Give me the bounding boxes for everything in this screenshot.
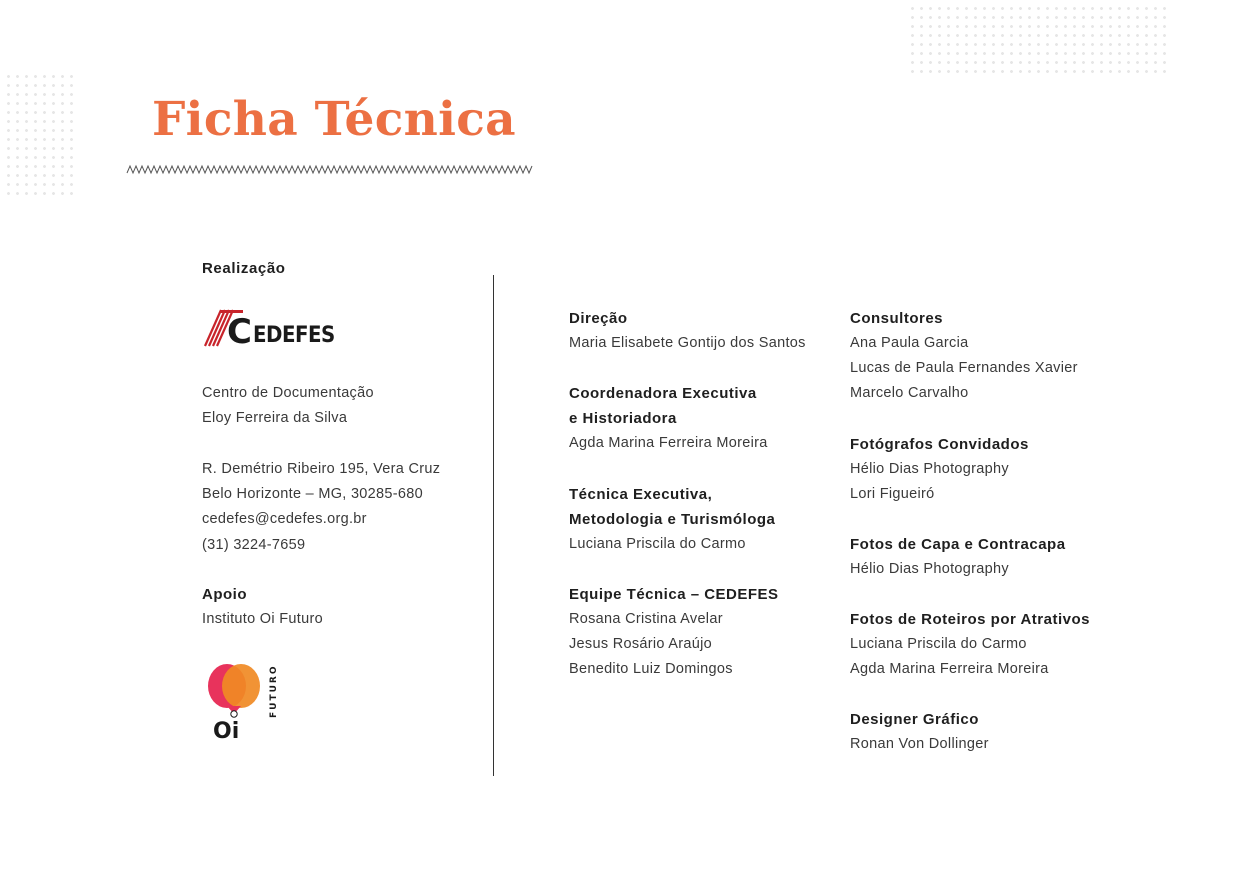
credit-name: Maria Elisabete Gontijo dos Santos — [569, 335, 806, 351]
credit-heading: e Historiadora — [569, 410, 677, 427]
credit-name: Lucas de Paula Fernandes Xavier — [850, 360, 1078, 377]
credit-fotografos — [850, 432, 1029, 507]
dot-pattern-top-right — [908, 4, 1168, 76]
apoio-section — [202, 582, 323, 632]
credit-heading: Consultores — [850, 310, 944, 327]
apoio-name: Instituto Oi Futuro — [202, 611, 323, 627]
svg-text:Oi: Oi — [213, 719, 240, 742]
credit-name: Luciana Priscila do Carmo — [850, 636, 1027, 652]
credit-name: Ronan Von Dollinger — [850, 736, 989, 752]
org-line: Centro de Documentação — [202, 385, 374, 401]
svg-text:EDEFES: EDEFES — [253, 323, 335, 348]
credit-name: Marcelo Carvalho — [850, 385, 969, 402]
apoio-label: Apoio — [202, 586, 247, 603]
credit-equipe-tecnica — [569, 582, 779, 683]
credit-fotos-roteiros — [850, 607, 1090, 682]
cedefes-logo — [203, 304, 343, 350]
credit-fotos-capa — [850, 532, 1066, 582]
credit-heading: Designer Gráfico — [850, 711, 979, 728]
credit-name: Agda Marina Ferreira Moreira — [850, 661, 1049, 678]
column-divider — [493, 275, 494, 776]
credit-heading: Metodologia e Turismóloga — [569, 511, 776, 528]
svg-text:FUTURO: FUTURO — [269, 664, 279, 718]
credit-name: Lori Figueiró — [850, 486, 935, 503]
credit-heading: Técnica Executiva, — [569, 486, 713, 503]
credit-direcao — [569, 306, 806, 356]
credit-name: Agda Marina Ferreira Moreira — [569, 435, 768, 451]
credit-name: Ana Paula Garcia — [850, 335, 969, 351]
credit-name: Rosana Cristina Avelar — [569, 611, 723, 627]
credit-tecnica-executiva — [569, 482, 775, 557]
credit-name: Luciana Priscila do Carmo — [569, 536, 746, 552]
credit-name: Hélio Dias Photography — [850, 561, 1009, 577]
credit-name: Jesus Rosário Araújo — [569, 636, 713, 653]
credit-coordenadora — [569, 381, 768, 456]
title-zigzag-rule — [126, 164, 536, 176]
credit-heading: Fotos de Roteiros por Atrativos — [850, 611, 1090, 628]
phone-number: (31) 3224-7659 — [202, 536, 306, 553]
org-line: Eloy Ferreira da Silva — [202, 410, 348, 427]
credit-heading: Equipe Técnica – CEDEFES — [569, 586, 779, 603]
address-line: Belo Horizonte – MG, 30285-680 — [202, 486, 423, 503]
svg-text:C: C — [227, 312, 252, 350]
email-link[interactable]: cedefes@cedefes.org.br — [202, 511, 367, 528]
credit-heading: Coordenadora Executiva — [569, 385, 757, 402]
oi-futuro-logo — [205, 660, 285, 742]
credit-name: Hélio Dias Photography — [850, 461, 1009, 477]
credit-heading: Fotos de Capa e Contracapa — [850, 536, 1066, 553]
page-title: Ficha Técnica — [152, 92, 516, 147]
credit-designer — [850, 707, 989, 757]
credit-name: Benedito Luiz Domingos — [569, 661, 733, 678]
dot-pattern-left — [4, 72, 76, 200]
realizacao-address — [202, 457, 440, 558]
credit-heading: Direção — [569, 310, 628, 327]
credit-heading: Fotógrafos Convidados — [850, 436, 1029, 453]
realizacao-org — [202, 381, 374, 431]
realizacao-label: Realização — [202, 260, 286, 277]
credit-consultores — [850, 306, 1078, 407]
address-line: R. Demétrio Ribeiro 195, Vera Cruz — [202, 461, 441, 477]
